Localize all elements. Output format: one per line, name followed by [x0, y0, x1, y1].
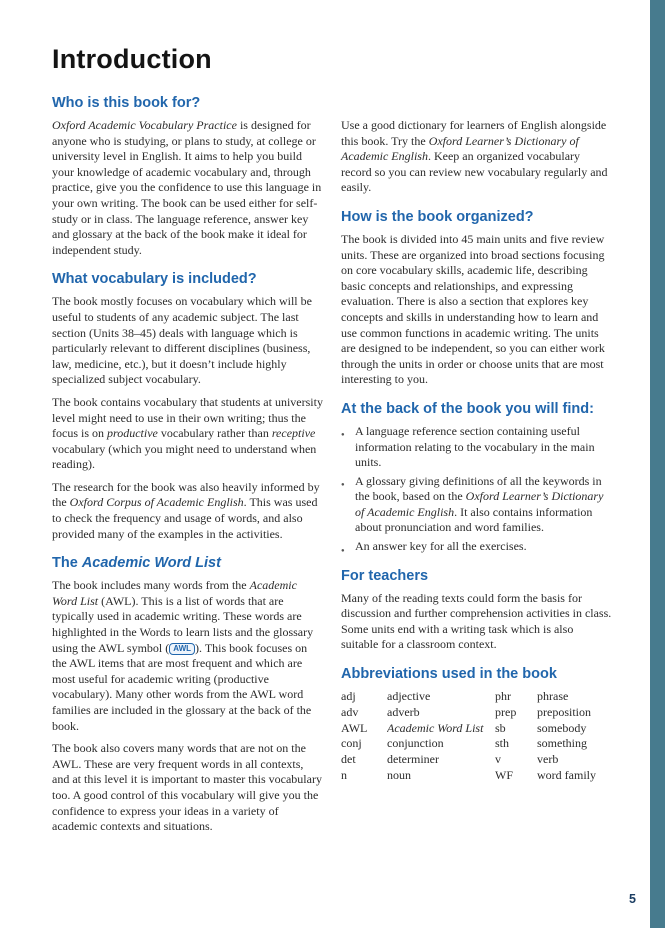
text: . Keep an organized vocabulary record so you can review new vocabulary regularly and easily.: [341, 149, 608, 195]
text: adj: [341, 689, 356, 704]
abbr-cell: [537, 736, 612, 752]
paragraph: [52, 578, 323, 734]
italic-text: Oxford Corpus of Academic English: [69, 495, 244, 510]
abbr-cell: [341, 752, 387, 768]
text: The book also covers many words that are not on the AWL. These are very frequent words in all contexts, and at this level it is important to master this vocabulary too. A good control of this vocabulary will give you the confidence to express your ideas in a variety of academic contexts and situations.: [52, 741, 322, 834]
text: (AWL). This is a list of words that are typically used in academic writing. These words are highlighted in the Words to learn lists and the glossary using the AWL symbol (: [52, 593, 314, 655]
awl-symbol-badge: AWL: [169, 643, 195, 655]
abbr-cell: [341, 768, 387, 784]
text: phr: [495, 689, 511, 704]
column-right: [341, 95, 612, 784]
text: somebody: [537, 720, 587, 735]
page-title: Introduction: [52, 44, 212, 74]
text: verb: [537, 752, 559, 767]
italic-text: Academic Word List: [81, 555, 221, 572]
italic-text: Academic Word List: [387, 720, 484, 735]
abbr-cell: [387, 752, 495, 768]
abbr-cell: [387, 689, 495, 705]
abbr-cell: [537, 768, 612, 784]
text: How is the book organized?: [341, 208, 534, 225]
italic-text: receptive: [271, 426, 316, 441]
section-heading: [341, 209, 612, 226]
text: sb: [495, 720, 506, 735]
section-heading: [341, 401, 612, 418]
abbreviations-table: [341, 689, 612, 784]
page-number: 5: [629, 892, 636, 906]
text: What vocabulary is included?: [52, 271, 257, 288]
text: is designed for anyone who is studying, or plans to study, at college or university level in English. It aims to help you build your knowledge of academic vocabulary and, through practice, give you the confidence to use this language in your own writing. The book can be used either for self-study or in class. The language reference, answer key and glossary at the back of the book make it ideal for independent study.: [52, 118, 322, 257]
text: word family: [537, 768, 596, 783]
text: An answer key for all the exercises.: [355, 539, 527, 554]
section-heading: [341, 666, 612, 683]
text: A language reference section containing useful information relating to the vocabulary in the main units.: [355, 423, 595, 470]
section: [341, 666, 612, 784]
text: n: [341, 768, 347, 783]
text: Use a good dictionary for learners of English alongside this book. Try the: [341, 118, 607, 148]
abbr-cell: [495, 768, 537, 784]
text: . This was used to check the frequency and usage of words, and also provided many of the examples in the activities.: [52, 495, 318, 541]
text: Abbreviations used in the book: [341, 666, 557, 683]
text: Many of the reading texts could form the basis for discussion and further comprehension activities in class. Some units end with a writing task which is also suitable for a classroom context.: [341, 590, 612, 652]
text: The book is divided into 45 main units and five review units. These are organized into broad sections focusing on core vocabulary skills, academic life, describing basic concepts and relationships, and expressing evaluation. There is also a section that explores key concepts and skills in understanding how to learn and use common functions in academic writing. The units are designed to be independent, so you can either work through the units in order or choose units that are most interesting to you.: [341, 231, 605, 387]
bullet-list: [341, 424, 612, 555]
abbr-cell: [341, 736, 387, 752]
text: phrase: [537, 689, 569, 704]
text: At the back of the book you will find:: [341, 400, 594, 417]
abbr-cell: [537, 752, 612, 768]
section: [52, 555, 323, 835]
abbr-cell: [387, 721, 495, 737]
text: adjective: [387, 689, 431, 704]
abbr-cell: [495, 721, 537, 737]
section-heading: [52, 95, 323, 112]
text: v: [495, 752, 501, 767]
text: something: [537, 736, 587, 751]
abbr-cell: [495, 705, 537, 721]
section: [341, 95, 612, 196]
text: The book mostly focuses on vocabulary which will be useful to students of any academic subject. The last section (Units 38–45) deals with language which is particularly relevant to different disciplines (business, law, medicine, etc.), but it doesn’t include highly specialized subject vocabulary.: [52, 294, 312, 387]
italic-text: productive: [107, 426, 158, 441]
italic-text: Oxford Academic Vocabulary Practice: [52, 118, 237, 132]
bullet-item: [355, 539, 612, 555]
paragraph: [341, 118, 612, 196]
abbr-cell: [387, 768, 495, 784]
paragraph: [52, 118, 323, 258]
bullet-item: [355, 474, 612, 536]
text: The book contains vocabulary that students at university level might need to use in their own writing; thus the focus is on: [52, 394, 323, 441]
abbr-cell: [341, 721, 387, 737]
two-column-layout: [52, 95, 612, 842]
italic-text: Academic Word List: [52, 578, 297, 608]
section: [52, 95, 323, 258]
text: The research for the book was also heavily informed by the: [52, 479, 320, 510]
paragraph: [52, 741, 323, 835]
text: A glossary giving definitions of all the keywords in the book, based on the: [355, 473, 602, 504]
abbr-cell: [341, 689, 387, 705]
text: sth: [495, 736, 510, 751]
paragraph: [341, 232, 612, 388]
text: The: [52, 555, 82, 572]
text: . It also contains information about pronunciation and word families.: [355, 504, 593, 535]
text: vocabulary (which you might need to understand when reading).: [52, 441, 317, 472]
text: adv: [341, 704, 359, 719]
abbr-cell: [537, 689, 612, 705]
text: vocabulary rather than: [157, 426, 272, 441]
text: ). This book focuses on the AWL items that are most frequent and which are most useful for academic writing (productive vocabulary). Many other words from the AWL word families are included in the glossary at the back of the book.: [52, 640, 312, 733]
abbr-cell: [341, 705, 387, 721]
italic-text: Oxford Learner’s Dictionary of Academic English: [341, 133, 579, 164]
text: preposition: [537, 704, 591, 719]
section-heading: [52, 555, 323, 572]
text: AWL: [341, 720, 368, 735]
text: conj: [341, 736, 362, 751]
abbr-cell: [387, 705, 495, 721]
abbr-cell: [495, 689, 537, 705]
text: determiner: [387, 752, 439, 767]
text: The book includes many words from the: [52, 578, 250, 593]
section-heading: [341, 568, 612, 585]
section: [341, 401, 612, 555]
text: WF: [495, 768, 513, 783]
paragraph: [52, 294, 323, 388]
text: det: [341, 752, 356, 767]
text: conjunction: [387, 736, 444, 751]
paragraph: [52, 395, 323, 473]
column-left: [52, 95, 323, 842]
page-edge-strip: [650, 0, 665, 928]
text: For teachers: [341, 567, 429, 584]
bullet-item: [355, 424, 612, 471]
text: adverb: [387, 704, 420, 719]
paragraph: [341, 591, 612, 653]
abbr-cell: [537, 705, 612, 721]
section: [52, 271, 323, 542]
text: Who is this book for?: [52, 95, 201, 111]
text: prep: [495, 704, 517, 719]
abbr-cell: [495, 736, 537, 752]
section: [341, 209, 612, 388]
abbr-cell: [495, 752, 537, 768]
abbr-cell: [387, 736, 495, 752]
italic-text: Oxford Learner’s Dictionary of Academic English: [355, 489, 604, 519]
abbr-cell: [537, 721, 612, 737]
section: [341, 568, 612, 653]
text: noun: [387, 768, 411, 783]
section-heading: [52, 271, 323, 288]
paragraph: [52, 480, 323, 542]
